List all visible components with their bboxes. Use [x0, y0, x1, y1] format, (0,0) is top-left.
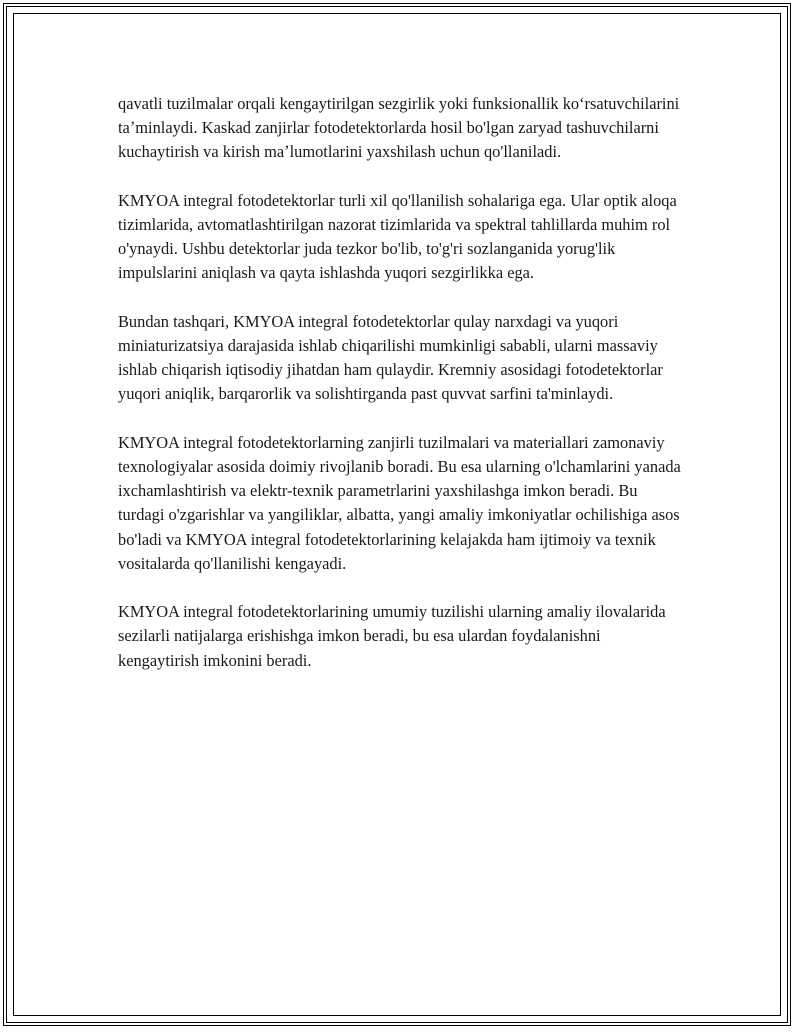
paragraph-1: qavatli tuzilmalar orqali kengaytirilgan sezgirlik yoki funksionallik koʻrsatuvchilarini taʼminlaydi. Kaskad zanjirlar fotodetektorlarda hosil bo'lgan zaryad tashuvchilarni kuchaytirish va kirish maʼlumotlarini yaxshilash uchun qo'llaniladi. [118, 94, 680, 162]
paragraph-3: Bundan tashqari, KMYOA integral fotodetektorlar qulay narxdagi va yuqori miniaturizatsiya darajasida ishlab chiqarilishi mumkinligi sababli, ularni massaviy ishlab chiqarish iqtisodiy jihatdan ham qulaydir. Kremniy asosidagi fotodetektorlar yuqori aniqlik, barqarorlik va solishtirganda past quvvat sarfini ta'minlaydi. [118, 311, 663, 404]
paragraph-2: KMYOA integral fotodetektorlar turli xil qo'llanilish sohalariga ega. Ular optik aloqa tizimlarida, avtomatlashtirilgan nazorat tizimlarida va spektral tahlillarda muhim rol o'ynaydi. Ushbu detektorlar juda tezkor bo'lib, to'g'ri sozlanganida yorug'lik impulslarini aniqlash va qayta ishlashda yuqori sezgirlikka ega. [118, 190, 677, 283]
paragraph-4: KMYOA integral fotodetektorlarning zanjirli tuzilmalari va materiallari zamonaviy texnologiyalar asosida doimiy rivojlanib boradi. Bu esa ularning o'lchamlarini yanada ixchamlashtirish va elektr-texnik parametrlarini yaxshilashga imkon beradi. Bu turdagi o'zgarishlar va yangiliklar, albatta, yangi amaliy imkoniyatlar ochilishiga asos bo'ladi va KMYOA integral fotodetektorlarining kelajakda ham ijtimoiy va texnik vositalarda qo'llanilishi kengayadi. [118, 432, 681, 573]
document-body [118, 92, 683, 697]
paragraph-5: KMYOA integral fotodetektorlarining umumiy tuzilishi ularning amaliy ilovalarida sezilarli natijalarga erishishga imkon beradi, bu esa ulardan foydalanishni kengaytirish imkonini beradi. [118, 602, 666, 670]
